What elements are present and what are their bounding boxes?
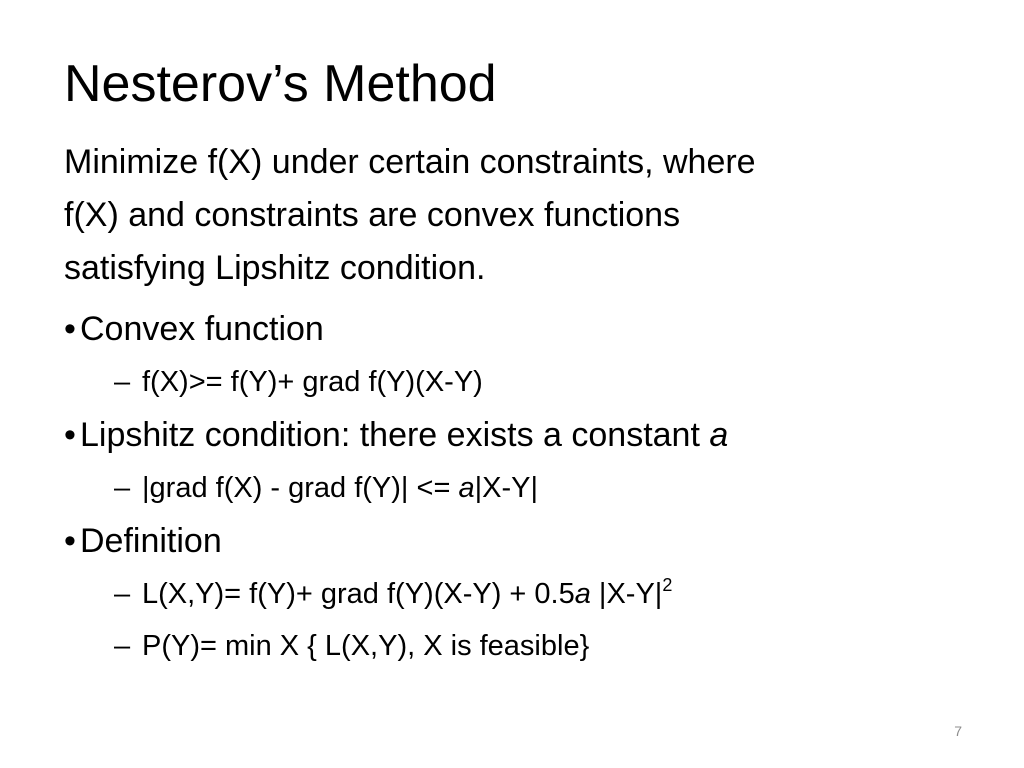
intro-line-1: Minimize f(X) under certain constraints, where [64, 143, 756, 181]
sub-item-text: P(Y)= min X { L(X,Y), X is feasible} [142, 630, 590, 662]
dash-icon: – [114, 630, 131, 662]
sub-item-text-pre: |grad f(X) - grad f(Y)| <= [142, 472, 459, 504]
bullet-lipshitz-condition [64, 413, 964, 457]
sub-item-p-definition [64, 627, 964, 665]
sub-item-convex-inequality [64, 363, 964, 401]
page-number: 7 [954, 723, 962, 739]
bullet-dot-icon: • [64, 522, 76, 560]
slide-title: Nesterov’s Method [64, 55, 497, 113]
sub-item-text: f(X)>= f(Y)+ grad f(Y)(X-Y) [142, 366, 483, 398]
constant-variable: a [709, 416, 729, 454]
bullet-dot-icon: • [64, 310, 76, 348]
sub-item-text-post: |X-Y| [474, 472, 539, 504]
dash-icon: – [114, 366, 131, 398]
slide-body [64, 136, 964, 665]
dash-icon: – [114, 578, 131, 610]
bullet-definition [64, 519, 964, 563]
intro-line-3: satisfying Lipshitz condition. [64, 249, 486, 287]
constant-variable: a [458, 472, 475, 504]
bullet-convex-function [64, 307, 964, 351]
bullet-label: Convex function [80, 310, 324, 348]
bullet-dot-icon: • [64, 416, 76, 454]
sub-item-text-pre: L(X,Y)= f(Y)+ grad f(Y)(X-Y) + 0.5 [142, 578, 575, 610]
sub-item-text-post: |X-Y| [590, 578, 663, 610]
sub-item-lipshitz-inequality [64, 469, 964, 507]
bullet-label: Definition [80, 522, 222, 560]
bullet-label: Lipshitz condition: there exists a constant [80, 416, 710, 454]
exponent: 2 [662, 575, 673, 595]
intro-line-2: f(X) and constraints are convex functions [64, 196, 681, 234]
sub-item-l-definition [64, 575, 964, 613]
intro-paragraph [64, 136, 964, 295]
dash-icon: – [114, 472, 131, 504]
constant-variable: a [574, 578, 591, 610]
